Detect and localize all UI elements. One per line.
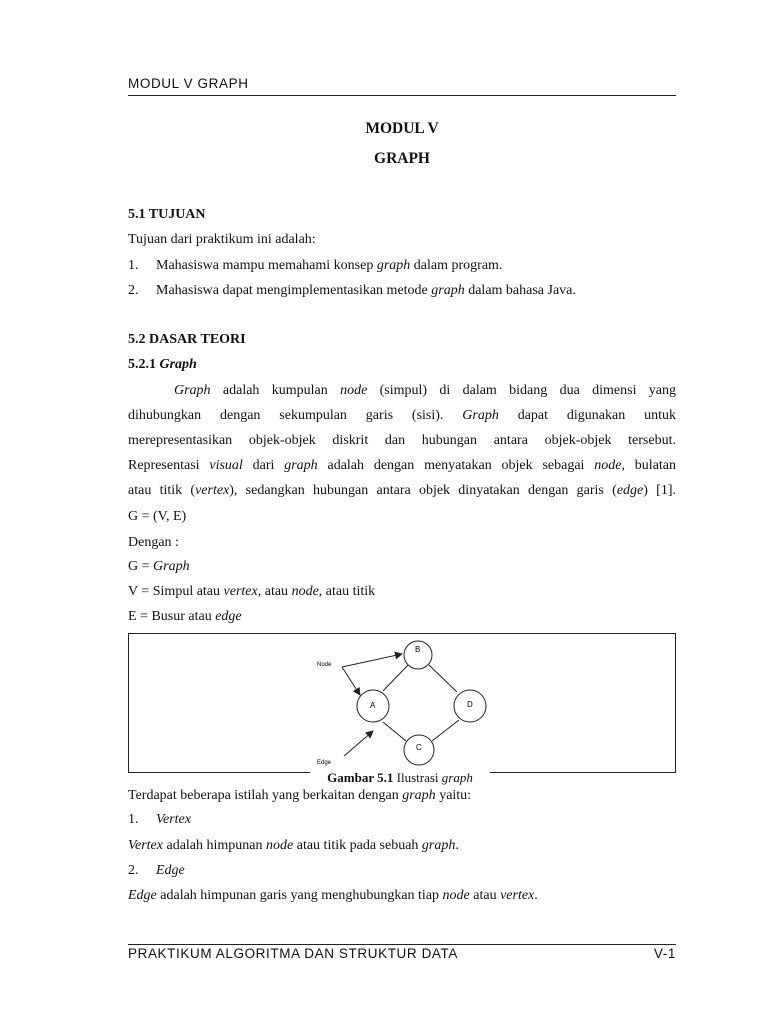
item-text: Mahasiswa mampu memahami konsep graph dalam program.: [156, 258, 503, 273]
node-pointer-arrow: [342, 654, 402, 667]
header-rule: [128, 95, 676, 96]
edge-pointer-arrow: [344, 731, 373, 756]
node-pointer-arrow: [342, 667, 360, 695]
node-label-c: C: [416, 743, 422, 752]
item-text: Mahasiswa dapat mengimplementasikan metode graph dalam bahasa Java.: [156, 283, 576, 298]
term-definition-2: Edge adalah himpunan garis yang menghubungkan tiap node atau vertex.: [128, 888, 538, 903]
figure-caption: Gambar 5.1 Ilustrasi graph: [310, 770, 490, 786]
tujuan-item-2: [128, 282, 676, 300]
graph-formula: G = (V, E): [128, 509, 187, 524]
definition-e: E = Busur atau edge: [128, 609, 242, 624]
item-number: 1.: [128, 812, 139, 827]
module-subtitle: GRAPH: [374, 150, 430, 167]
edge-a-c: [383, 722, 406, 741]
node-label-d: D: [467, 700, 473, 709]
section-heading-dasar-teori: 5.2 DASAR TEORI: [128, 332, 246, 347]
tujuan-item-1: [128, 257, 676, 275]
paragraph-line: Graph adalah kumpulan node (simpul) di dalam bidang dua dimensi yang: [174, 383, 676, 398]
edge-a-b: [383, 665, 408, 691]
running-footer: PRAKTIKUM ALGORITMA DAN STRUKTUR DATA: [128, 946, 458, 961]
annotation-node: Node: [317, 662, 332, 668]
figure-box: [128, 633, 676, 773]
definition-intro: Dengan :: [128, 535, 179, 550]
term-definition-1: Vertex adalah himpunan node atau titik pada sebuah graph.: [128, 838, 459, 853]
running-header: MODUL V GRAPH: [128, 76, 249, 91]
section-heading-tujuan: 5.1 TUJUAN: [128, 207, 206, 222]
annotation-edge: Edge: [317, 760, 332, 766]
definition-v: V = Simpul atau vertex, atau node, atau titik: [128, 584, 376, 599]
module-title: MODUL V: [365, 120, 439, 137]
node-label-a: A: [370, 701, 376, 710]
definition-g: G = Graph: [128, 559, 190, 574]
paragraph-line: atau titik (vertex), sedangkan hubungan antara objek dinyatakan dengan garis (edge) [1].: [128, 483, 676, 498]
item-number: 2.: [128, 283, 139, 298]
edge-c-d: [432, 720, 459, 741]
item-number: 1.: [128, 258, 139, 273]
term-item-1: [128, 811, 676, 829]
paragraph-line: Representasi visual dari graph adalah dengan menyatakan objek sebagai node, bulatan: [128, 458, 677, 473]
paragraph-line: dihubungkan dengan sekumpulan garis (sisi). Graph dapat digunakan untuk: [128, 408, 676, 423]
graph-illustration: [129, 634, 675, 772]
term-name: Edge: [156, 863, 185, 878]
edge-b-d: [429, 665, 457, 692]
terms-intro: Terdapat beberapa istilah yang berkaitan dengan graph yaitu:: [128, 788, 472, 803]
term-name: Vertex: [156, 812, 191, 827]
page-number: V-1: [653, 946, 676, 961]
subsection-heading-graph: 5.2.1 Graph: [128, 357, 197, 372]
node-label-b: B: [415, 645, 421, 654]
tujuan-intro: Tujuan dari praktikum ini adalah:: [128, 232, 316, 247]
footer-rule: [128, 944, 676, 945]
item-number: 2.: [128, 863, 139, 878]
term-item-2: [128, 862, 676, 880]
paragraph-line: merepresentasikan objek-objek diskrit dan hubungan antara objek-objek tersebut.: [128, 433, 676, 448]
